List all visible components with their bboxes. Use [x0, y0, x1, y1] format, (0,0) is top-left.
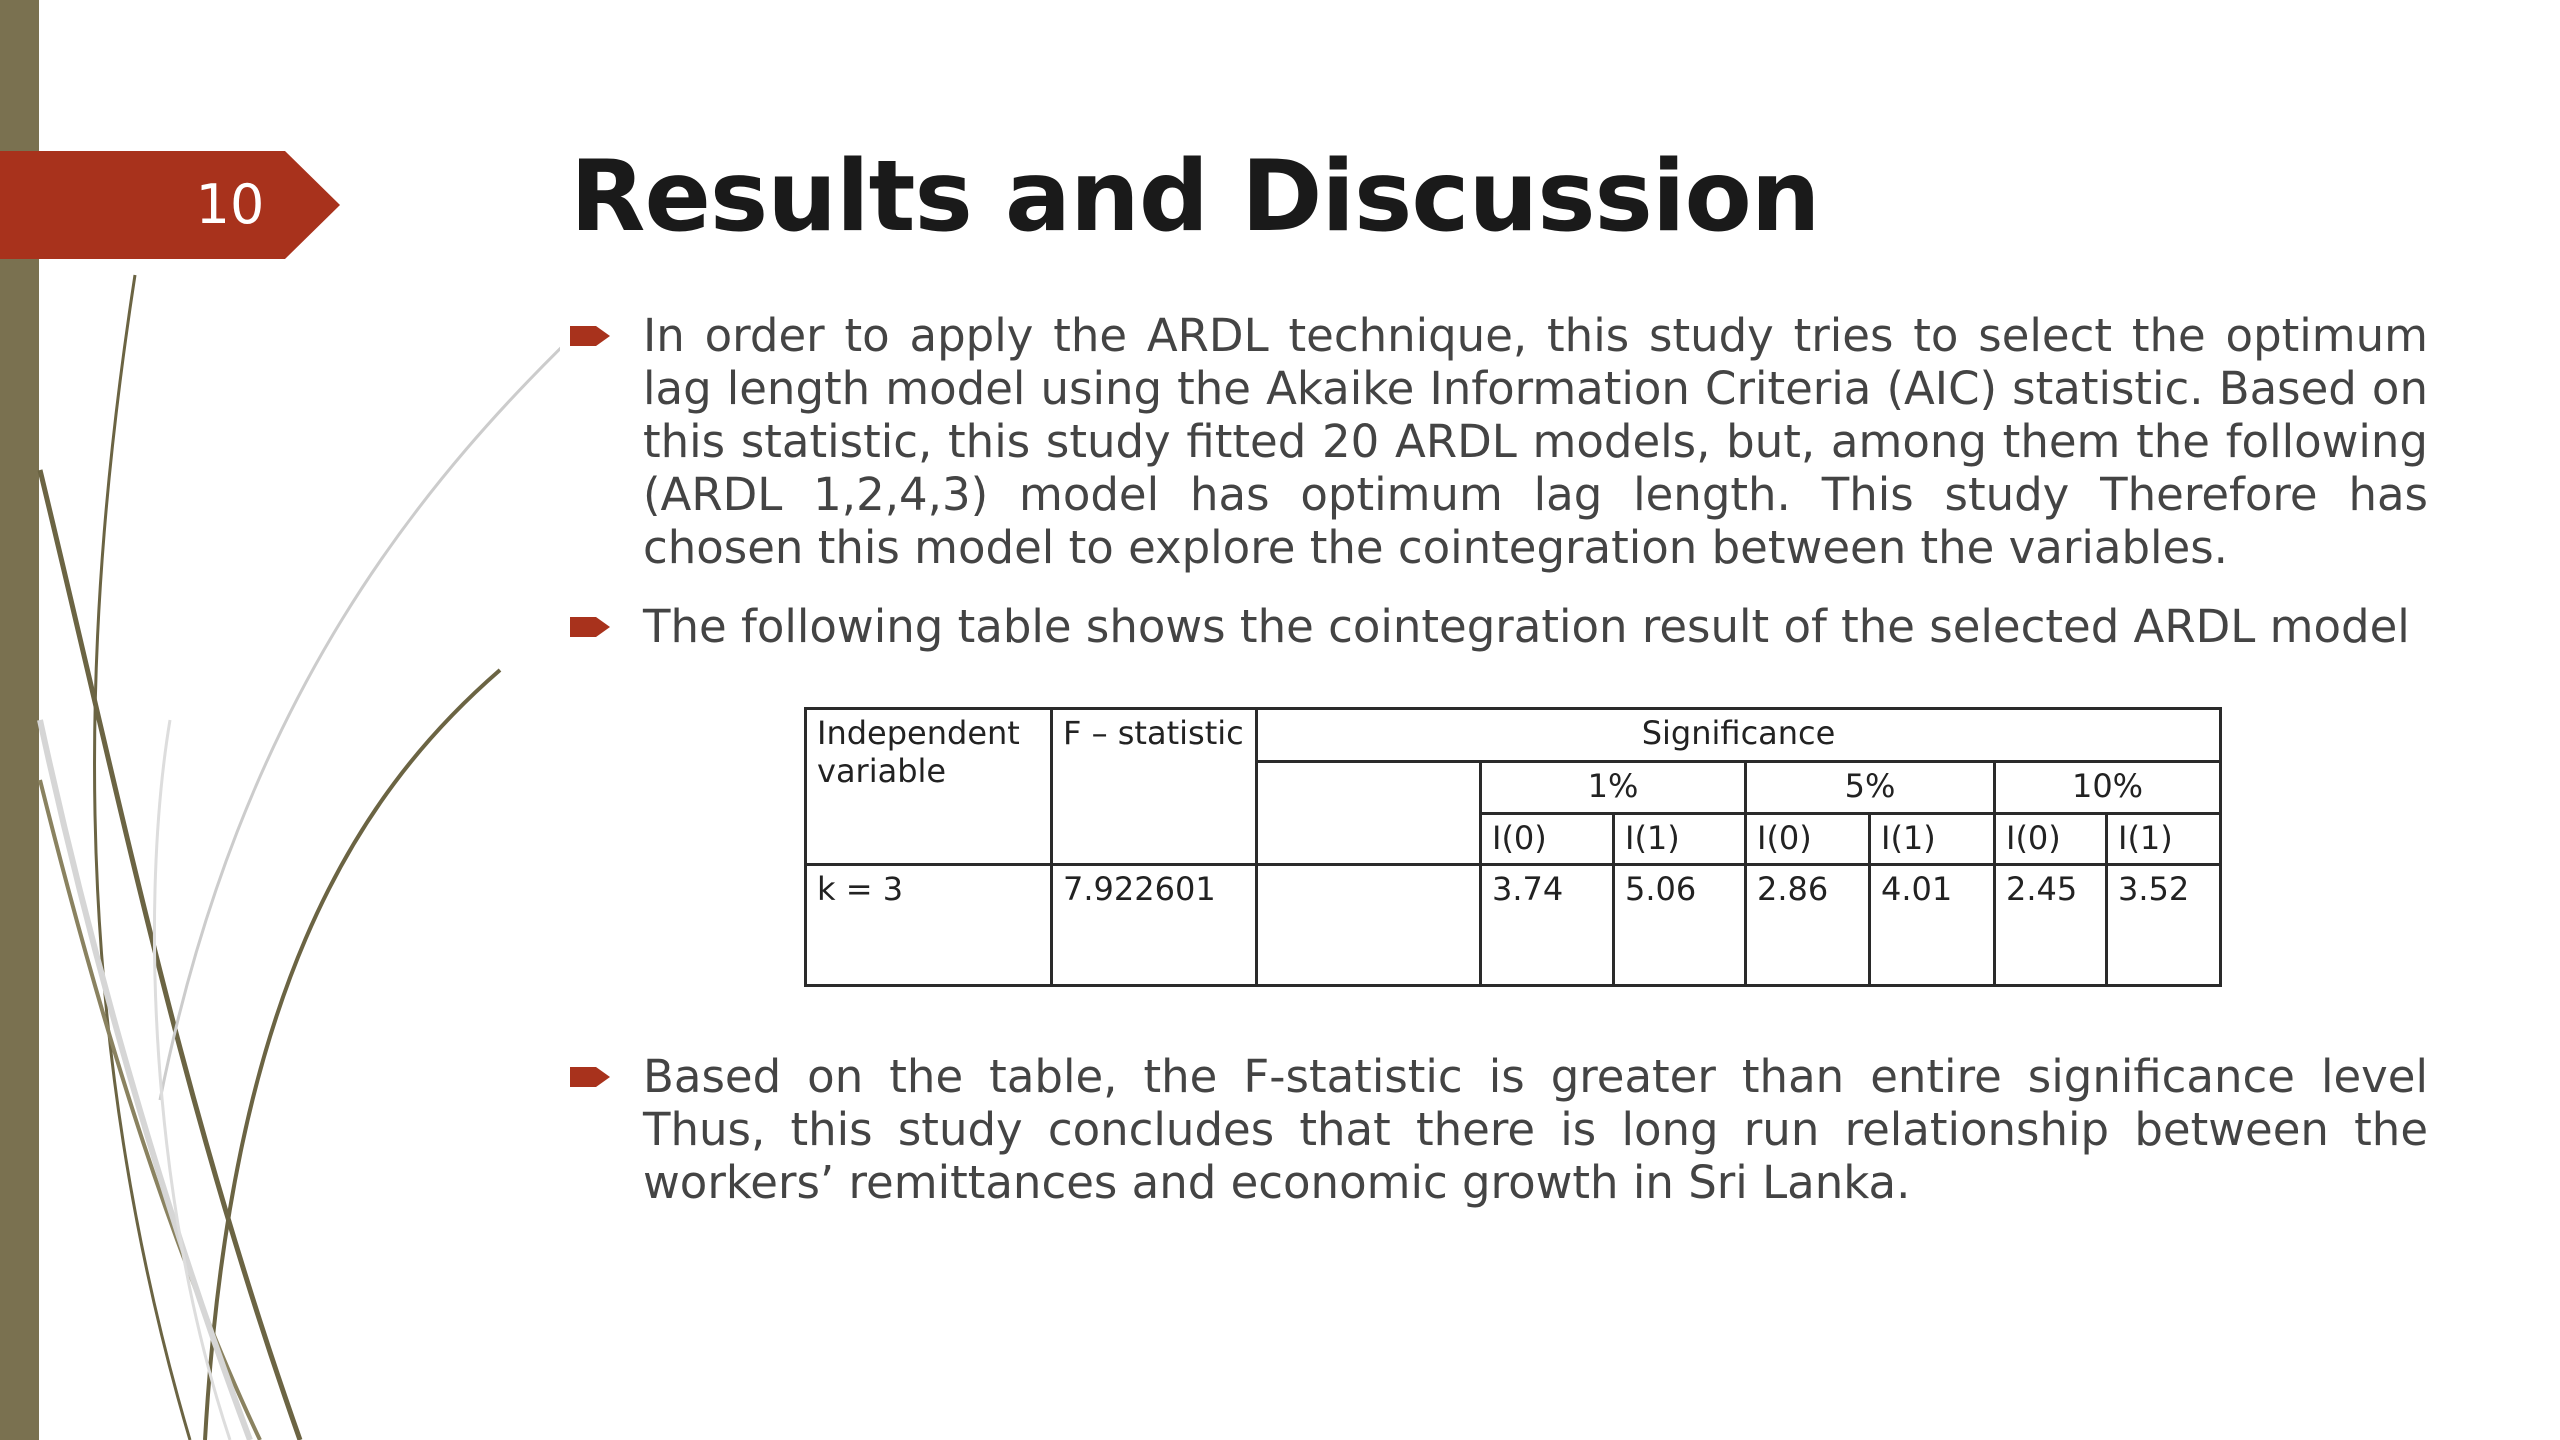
bound-header: I(1) — [2107, 814, 2221, 865]
f-value-cell: 7.922601 — [1052, 864, 1257, 985]
value-cell: 3.74 — [1481, 864, 1614, 985]
value-cell: 3.52 — [2107, 864, 2221, 985]
bound-header: I(1) — [1614, 814, 1746, 865]
bound-header: I(0) — [1481, 814, 1614, 865]
cointegration-table — [804, 707, 2222, 987]
significance-header: Significance — [1257, 709, 2221, 762]
bullet-item — [570, 309, 2428, 574]
arrow-bullet-icon — [570, 614, 610, 640]
arrow-bullet-icon — [570, 1064, 610, 1090]
bullet-text: The following table shows the cointegration result of the selected ARDL model — [643, 600, 2410, 653]
independent-variable-header: Independent variable — [806, 709, 1052, 865]
bullet-text: In order to apply the ARDL technique, this study tries to select the optimum lag length model using the Akaike Information Criteria (AIC) statistic. Based on this statistic, this study fitted 20 ARDL models, but, among them the following (ARDL 1,2,4,3) model has optimum lag length. This study Therefore has chosen this model to explore the cointegration between the variables. — [643, 309, 2428, 574]
empty-cell — [1257, 761, 1481, 864]
value-cell: 2.86 — [1746, 864, 1870, 985]
bound-header: I(0) — [1746, 814, 1870, 865]
slide-number: 10 — [195, 173, 265, 236]
slide-title: Results and Discussion — [570, 140, 1820, 254]
bound-header: I(0) — [1995, 814, 2107, 865]
bullet-item — [570, 600, 2428, 653]
bound-header: I(1) — [1870, 814, 1995, 865]
f-statistic-header: F – statistic — [1052, 709, 1257, 865]
level-header: 5% — [1746, 761, 1995, 814]
variable-cell: k = 3 — [806, 864, 1052, 985]
level-header: 10% — [1995, 761, 2221, 814]
value-cell: 2.45 — [1995, 864, 2107, 985]
empty-cell — [1257, 864, 1481, 985]
arrow-bullet-icon — [570, 323, 610, 349]
value-cell: 5.06 — [1614, 864, 1746, 985]
bullet-text: Based on the table, the F-statistic is greater than entire significance level Thus, this study concludes that there is long run relationship between the workers’ remittances and economic growth in Sri Lanka. — [643, 1050, 2428, 1209]
bullet-item — [570, 1050, 2428, 1209]
value-cell: 4.01 — [1870, 864, 1995, 985]
level-header: 1% — [1481, 761, 1746, 814]
